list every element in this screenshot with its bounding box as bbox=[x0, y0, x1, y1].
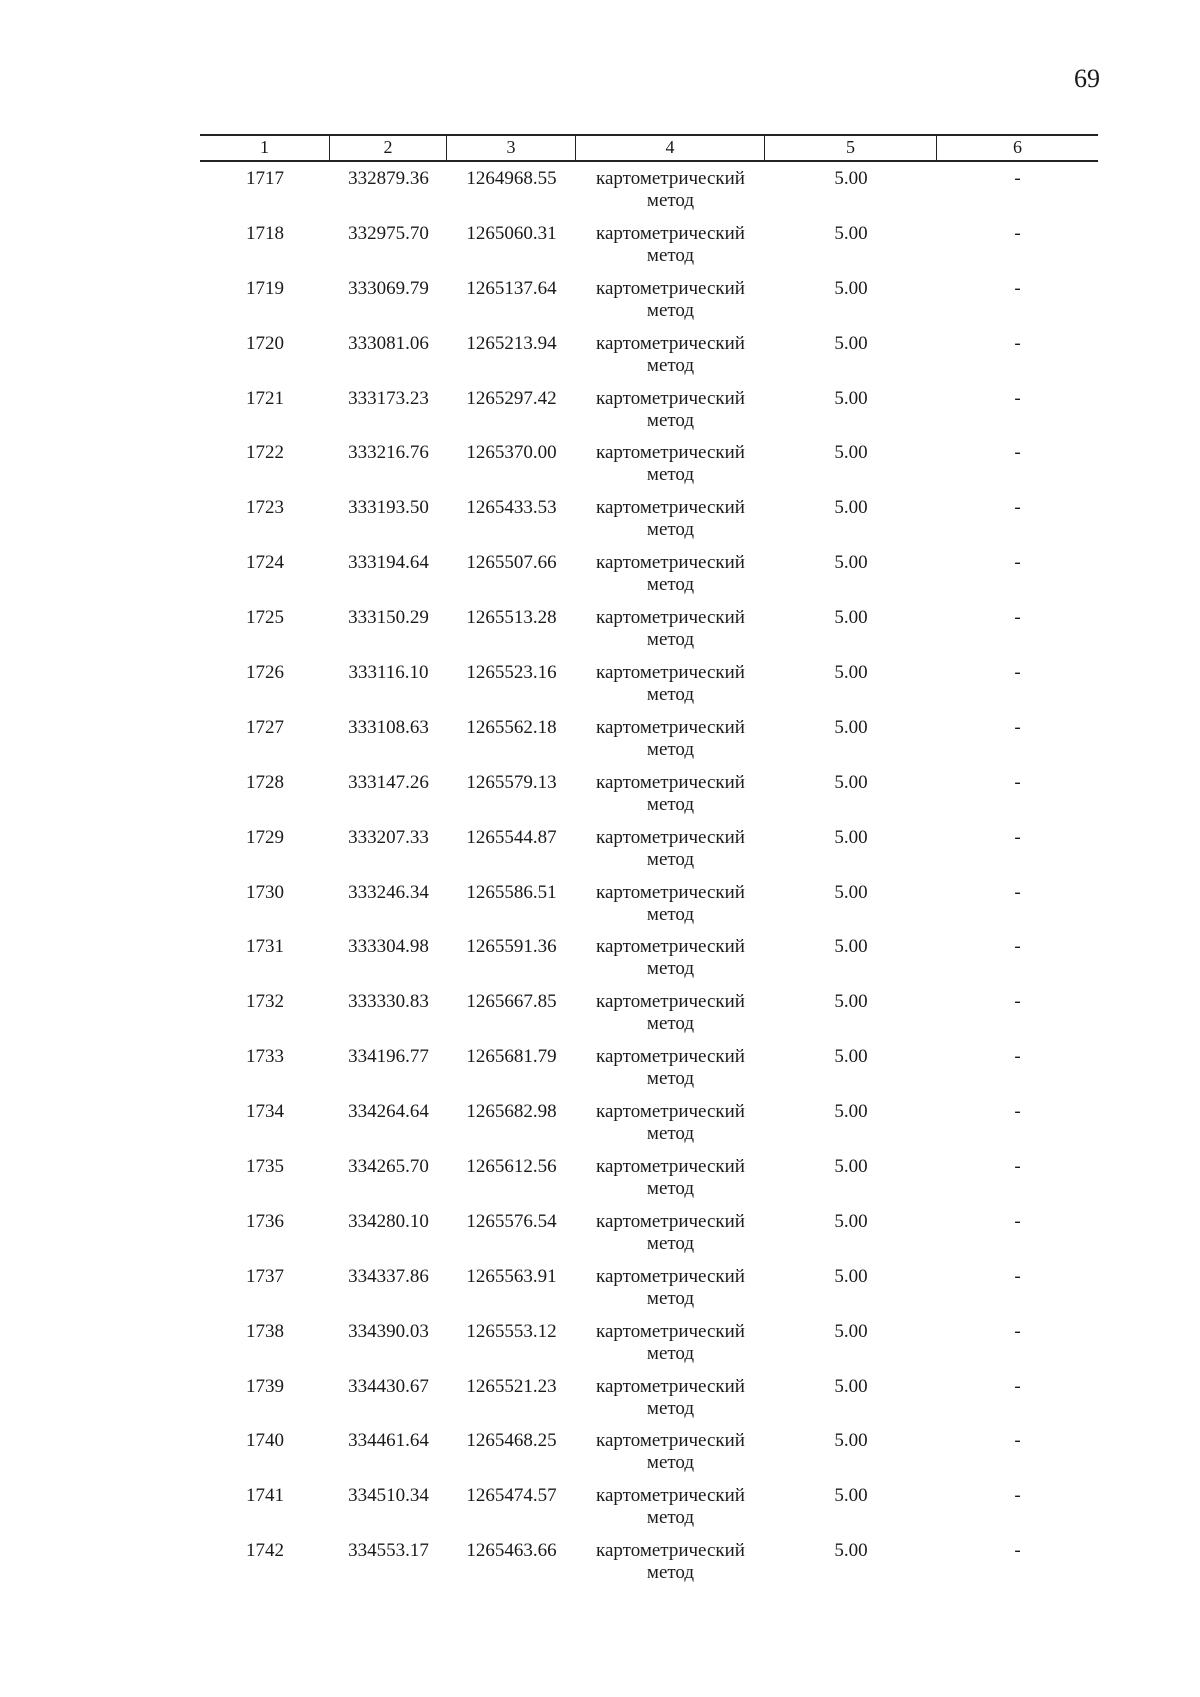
method-line-1: картометрический bbox=[596, 1430, 745, 1452]
table-row bbox=[200, 1046, 1098, 1101]
coordinate-x: 333108.63 bbox=[348, 716, 429, 738]
accuracy-value: 5.00 bbox=[834, 1046, 868, 1068]
method-line-1: картометрический bbox=[596, 662, 745, 684]
coordinate-y: 1265468.25 bbox=[466, 1430, 557, 1452]
point-number: 1719 bbox=[246, 277, 284, 299]
note-value: - bbox=[1014, 552, 1021, 574]
note-value: - bbox=[1014, 826, 1021, 848]
table-row bbox=[200, 662, 1098, 717]
method-cell bbox=[576, 991, 765, 1035]
note-value: - bbox=[1014, 332, 1021, 354]
note-value: - bbox=[1014, 1101, 1021, 1123]
point-number: 1737 bbox=[246, 1265, 284, 1287]
coordinate-y: 1265474.57 bbox=[466, 1485, 557, 1507]
method-line-2: метод bbox=[646, 793, 695, 815]
accuracy-value: 5.00 bbox=[834, 497, 868, 519]
note-value: - bbox=[1014, 771, 1021, 793]
header-col-2: 2 bbox=[330, 136, 447, 160]
note-value: - bbox=[1014, 1210, 1021, 1232]
method-line-1: картометрический bbox=[596, 442, 745, 464]
point-number: 1742 bbox=[246, 1540, 284, 1562]
method-line-1: картометрический bbox=[596, 1375, 745, 1397]
method-line-1: картометрический bbox=[596, 826, 745, 848]
method-line-2: метод bbox=[646, 354, 695, 376]
accuracy-value: 5.00 bbox=[834, 1485, 868, 1507]
accuracy-value: 5.00 bbox=[834, 387, 868, 409]
accuracy-value: 5.00 bbox=[834, 552, 868, 574]
accuracy-value: 5.00 bbox=[834, 826, 868, 848]
coordinate-y: 1265553.12 bbox=[466, 1320, 557, 1342]
coordinate-x: 334196.77 bbox=[348, 1046, 429, 1068]
table-row bbox=[200, 717, 1098, 772]
point-number: 1718 bbox=[246, 222, 284, 244]
method-line-1: картометрический bbox=[596, 1540, 745, 1562]
method-line-1: картометрический bbox=[596, 497, 745, 519]
coordinate-x: 334553.17 bbox=[348, 1540, 429, 1562]
table-row bbox=[200, 223, 1098, 278]
table-row bbox=[200, 388, 1098, 443]
coordinate-y: 1265576.54 bbox=[466, 1210, 557, 1232]
coordinate-x: 333150.29 bbox=[348, 607, 429, 629]
accuracy-value: 5.00 bbox=[834, 222, 868, 244]
point-number: 1723 bbox=[246, 497, 284, 519]
accuracy-value: 5.00 bbox=[834, 936, 868, 958]
method-cell bbox=[576, 497, 765, 541]
table-row bbox=[200, 991, 1098, 1046]
note-value: - bbox=[1014, 168, 1021, 189]
method-line-2: метод bbox=[646, 1013, 695, 1035]
table-row bbox=[200, 497, 1098, 552]
point-number: 1729 bbox=[246, 826, 284, 848]
note-value: - bbox=[1014, 991, 1021, 1013]
method-cell bbox=[576, 1376, 765, 1420]
table-row bbox=[200, 1211, 1098, 1266]
coordinate-x: 333173.23 bbox=[348, 387, 429, 409]
point-number: 1730 bbox=[246, 881, 284, 903]
method-line-2: метод bbox=[646, 1397, 695, 1419]
accuracy-value: 5.00 bbox=[834, 442, 868, 464]
coordinate-x: 333081.06 bbox=[348, 332, 429, 354]
note-value: - bbox=[1014, 716, 1021, 738]
point-number: 1731 bbox=[246, 936, 284, 958]
coordinates-table bbox=[200, 134, 1098, 1584]
table-row bbox=[200, 772, 1098, 827]
coordinate-y: 1264968.55 bbox=[466, 168, 557, 189]
note-value: - bbox=[1014, 662, 1021, 684]
note-value: - bbox=[1014, 1046, 1021, 1068]
method-line-2: метод bbox=[646, 574, 695, 596]
point-number: 1738 bbox=[246, 1320, 284, 1342]
point-number: 1733 bbox=[246, 1046, 284, 1068]
method-cell bbox=[576, 333, 765, 377]
coordinate-x: 334265.70 bbox=[348, 1156, 429, 1178]
coordinate-x: 333207.33 bbox=[348, 826, 429, 848]
method-line-2: метод bbox=[646, 519, 695, 541]
method-cell bbox=[576, 936, 765, 980]
accuracy-value: 5.00 bbox=[834, 1320, 868, 1342]
accuracy-value: 5.00 bbox=[834, 332, 868, 354]
method-cell bbox=[576, 1485, 765, 1529]
coordinate-y: 1265682.98 bbox=[466, 1101, 557, 1123]
table-row bbox=[200, 1266, 1098, 1321]
method-cell bbox=[576, 662, 765, 706]
coordinate-x: 333147.26 bbox=[348, 771, 429, 793]
point-number: 1717 bbox=[246, 168, 284, 189]
header-col-3: 3 bbox=[447, 136, 576, 160]
coordinate-y: 1265586.51 bbox=[466, 881, 557, 903]
table-row bbox=[200, 936, 1098, 991]
note-value: - bbox=[1014, 277, 1021, 299]
accuracy-value: 5.00 bbox=[834, 277, 868, 299]
coordinate-y: 1265521.23 bbox=[466, 1375, 557, 1397]
table-row bbox=[200, 278, 1098, 333]
note-value: - bbox=[1014, 222, 1021, 244]
method-line-1: картометрический bbox=[596, 1485, 745, 1507]
method-line-1: картометрический bbox=[596, 387, 745, 409]
table-row bbox=[200, 1430, 1098, 1485]
table-row bbox=[200, 552, 1098, 607]
method-cell bbox=[576, 442, 765, 486]
coordinate-x: 334280.10 bbox=[348, 1210, 429, 1232]
accuracy-value: 5.00 bbox=[834, 1540, 868, 1562]
note-value: - bbox=[1014, 1156, 1021, 1178]
method-line-2: метод bbox=[646, 629, 695, 651]
coordinate-y: 1265667.85 bbox=[466, 991, 557, 1013]
accuracy-value: 5.00 bbox=[834, 771, 868, 793]
table-row bbox=[200, 1321, 1098, 1376]
coordinate-x: 332975.70 bbox=[348, 222, 429, 244]
table-row bbox=[200, 827, 1098, 882]
coordinate-y: 1265579.13 bbox=[466, 771, 557, 793]
method-cell bbox=[576, 607, 765, 651]
table-body bbox=[200, 168, 1098, 1595]
note-value: - bbox=[1014, 1430, 1021, 1452]
accuracy-value: 5.00 bbox=[834, 168, 868, 189]
method-cell bbox=[576, 1321, 765, 1365]
method-line-1: картометрический bbox=[596, 1320, 745, 1342]
point-number: 1732 bbox=[246, 991, 284, 1013]
method-cell bbox=[576, 388, 765, 432]
coordinate-x: 334510.34 bbox=[348, 1485, 429, 1507]
coordinate-x: 334337.86 bbox=[348, 1265, 429, 1287]
method-cell bbox=[576, 1101, 765, 1145]
coordinate-x: 333304.98 bbox=[348, 936, 429, 958]
method-line-2: метод bbox=[646, 958, 695, 980]
method-cell bbox=[576, 1046, 765, 1090]
accuracy-value: 5.00 bbox=[834, 1210, 868, 1232]
method-line-1: картометрический bbox=[596, 222, 745, 244]
coordinate-y: 1265297.42 bbox=[466, 387, 557, 409]
method-line-1: картометрический bbox=[596, 1156, 745, 1178]
method-line-1: картометрический bbox=[596, 1265, 745, 1287]
note-value: - bbox=[1014, 881, 1021, 903]
method-line-2: метод bbox=[646, 903, 695, 925]
coordinate-y: 1265507.66 bbox=[466, 552, 557, 574]
method-line-2: метод bbox=[646, 1562, 695, 1584]
table-row bbox=[200, 1156, 1098, 1211]
point-number: 1728 bbox=[246, 771, 284, 793]
table-row bbox=[200, 168, 1098, 223]
point-number: 1720 bbox=[246, 332, 284, 354]
accuracy-value: 5.00 bbox=[834, 1265, 868, 1287]
header-col-1: 1 bbox=[200, 136, 330, 160]
method-cell bbox=[576, 827, 765, 871]
note-value: - bbox=[1014, 1485, 1021, 1507]
coordinate-y: 1265562.18 bbox=[466, 716, 557, 738]
table-row bbox=[200, 333, 1098, 388]
coordinate-y: 1265523.16 bbox=[466, 662, 557, 684]
method-line-1: картометрический bbox=[596, 277, 745, 299]
coordinate-x: 334461.64 bbox=[348, 1430, 429, 1452]
method-line-1: картометрический bbox=[596, 1101, 745, 1123]
method-line-2: метод bbox=[646, 1123, 695, 1145]
note-value: - bbox=[1014, 1265, 1021, 1287]
method-line-2: метод bbox=[646, 409, 695, 431]
coordinate-x: 333194.64 bbox=[348, 552, 429, 574]
coordinate-y: 1265060.31 bbox=[466, 222, 557, 244]
header-col-5: 5 bbox=[765, 136, 937, 160]
coordinate-y: 1265612.56 bbox=[466, 1156, 557, 1178]
coordinate-y: 1265213.94 bbox=[466, 332, 557, 354]
point-number: 1740 bbox=[246, 1430, 284, 1452]
method-line-1: картометрический bbox=[596, 168, 745, 189]
point-number: 1735 bbox=[246, 1156, 284, 1178]
coordinate-y: 1265513.28 bbox=[466, 607, 557, 629]
method-line-1: картометрический bbox=[596, 991, 745, 1013]
method-cell bbox=[576, 882, 765, 926]
page-number: 69 bbox=[1074, 64, 1100, 93]
method-line-1: картометрический bbox=[596, 936, 745, 958]
point-number: 1741 bbox=[246, 1485, 284, 1507]
table-row bbox=[200, 1540, 1098, 1595]
note-value: - bbox=[1014, 442, 1021, 464]
coordinate-x: 334264.64 bbox=[348, 1101, 429, 1123]
coordinate-x: 333216.76 bbox=[348, 442, 429, 464]
method-cell bbox=[576, 1266, 765, 1310]
point-number: 1721 bbox=[246, 387, 284, 409]
method-line-2: метод bbox=[646, 1178, 695, 1200]
coordinate-y: 1265563.91 bbox=[466, 1265, 557, 1287]
note-value: - bbox=[1014, 387, 1021, 409]
accuracy-value: 5.00 bbox=[834, 607, 868, 629]
method-line-1: картометрический bbox=[596, 332, 745, 354]
method-cell bbox=[576, 1430, 765, 1474]
method-line-2: метод bbox=[646, 299, 695, 321]
method-line-2: метод bbox=[646, 1287, 695, 1309]
coordinate-y: 1265433.53 bbox=[466, 497, 557, 519]
point-number: 1727 bbox=[246, 716, 284, 738]
method-cell bbox=[576, 1211, 765, 1255]
coordinate-x: 332879.36 bbox=[348, 168, 429, 189]
point-number: 1722 bbox=[246, 442, 284, 464]
table-row bbox=[200, 1101, 1098, 1156]
coordinate-y: 1265370.00 bbox=[466, 442, 557, 464]
header-col-6: 6 bbox=[1013, 137, 1022, 157]
note-value: - bbox=[1014, 936, 1021, 958]
table-row bbox=[200, 882, 1098, 937]
accuracy-value: 5.00 bbox=[834, 1430, 868, 1452]
coordinate-y: 1265544.87 bbox=[466, 826, 557, 848]
point-number: 1725 bbox=[246, 607, 284, 629]
method-line-2: метод bbox=[646, 738, 695, 760]
method-line-1: картометрический bbox=[596, 1210, 745, 1232]
coordinate-x: 333246.34 bbox=[348, 881, 429, 903]
point-number: 1736 bbox=[246, 1210, 284, 1232]
note-value: - bbox=[1014, 1320, 1021, 1342]
note-value: - bbox=[1014, 1375, 1021, 1397]
table-row bbox=[200, 442, 1098, 497]
point-number: 1734 bbox=[246, 1101, 284, 1123]
method-line-2: метод bbox=[646, 1342, 695, 1364]
method-line-1: картометрический bbox=[596, 607, 745, 629]
coordinate-x: 333116.10 bbox=[348, 662, 429, 684]
method-line-2: метод bbox=[646, 464, 695, 486]
coordinate-x: 333069.79 bbox=[348, 277, 429, 299]
coordinate-y: 1265463.66 bbox=[466, 1540, 557, 1562]
coordinate-x: 333193.50 bbox=[348, 497, 429, 519]
point-number: 1724 bbox=[246, 552, 284, 574]
accuracy-value: 5.00 bbox=[834, 716, 868, 738]
method-cell bbox=[576, 1540, 765, 1584]
accuracy-value: 5.00 bbox=[834, 1156, 868, 1178]
method-line-2: метод bbox=[646, 848, 695, 870]
point-number: 1739 bbox=[246, 1375, 284, 1397]
method-line-2: метод bbox=[646, 244, 695, 266]
coordinate-x: 333330.83 bbox=[348, 991, 429, 1013]
method-line-2: метод bbox=[646, 684, 695, 706]
method-line-1: картометрический bbox=[596, 1046, 745, 1068]
accuracy-value: 5.00 bbox=[834, 1375, 868, 1397]
coordinate-x: 334390.03 bbox=[348, 1320, 429, 1342]
coordinate-y: 1265681.79 bbox=[466, 1046, 557, 1068]
point-number: 1726 bbox=[246, 662, 284, 684]
method-line-2: метод bbox=[646, 1507, 695, 1529]
method-cell bbox=[576, 772, 765, 816]
method-line-1: картометрический bbox=[596, 881, 745, 903]
method-line-1: картометрический bbox=[596, 552, 745, 574]
table-row bbox=[200, 607, 1098, 662]
note-value: - bbox=[1014, 497, 1021, 519]
method-cell bbox=[576, 278, 765, 322]
method-cell bbox=[576, 717, 765, 761]
method-line-2: метод bbox=[646, 1068, 695, 1090]
accuracy-value: 5.00 bbox=[834, 1101, 868, 1123]
method-cell bbox=[576, 1156, 765, 1200]
method-line-1: картометрический bbox=[596, 716, 745, 738]
table-header-row bbox=[200, 134, 1098, 162]
method-line-2: метод bbox=[646, 1232, 695, 1254]
method-line-2: метод bbox=[646, 190, 695, 211]
method-cell bbox=[576, 168, 765, 212]
coordinate-x: 334430.67 bbox=[348, 1375, 429, 1397]
method-line-1: картометрический bbox=[596, 771, 745, 793]
accuracy-value: 5.00 bbox=[834, 991, 868, 1013]
note-value: - bbox=[1014, 1540, 1021, 1562]
accuracy-value: 5.00 bbox=[834, 881, 868, 903]
table-row bbox=[200, 1485, 1098, 1540]
coordinate-y: 1265137.64 bbox=[466, 277, 557, 299]
coordinate-y: 1265591.36 bbox=[466, 936, 557, 958]
method-line-2: метод bbox=[646, 1452, 695, 1474]
header-col-4: 4 bbox=[576, 136, 765, 160]
accuracy-value: 5.00 bbox=[834, 662, 868, 684]
note-value: - bbox=[1014, 607, 1021, 629]
method-cell bbox=[576, 552, 765, 596]
table-row bbox=[200, 1376, 1098, 1431]
method-cell bbox=[576, 223, 765, 267]
